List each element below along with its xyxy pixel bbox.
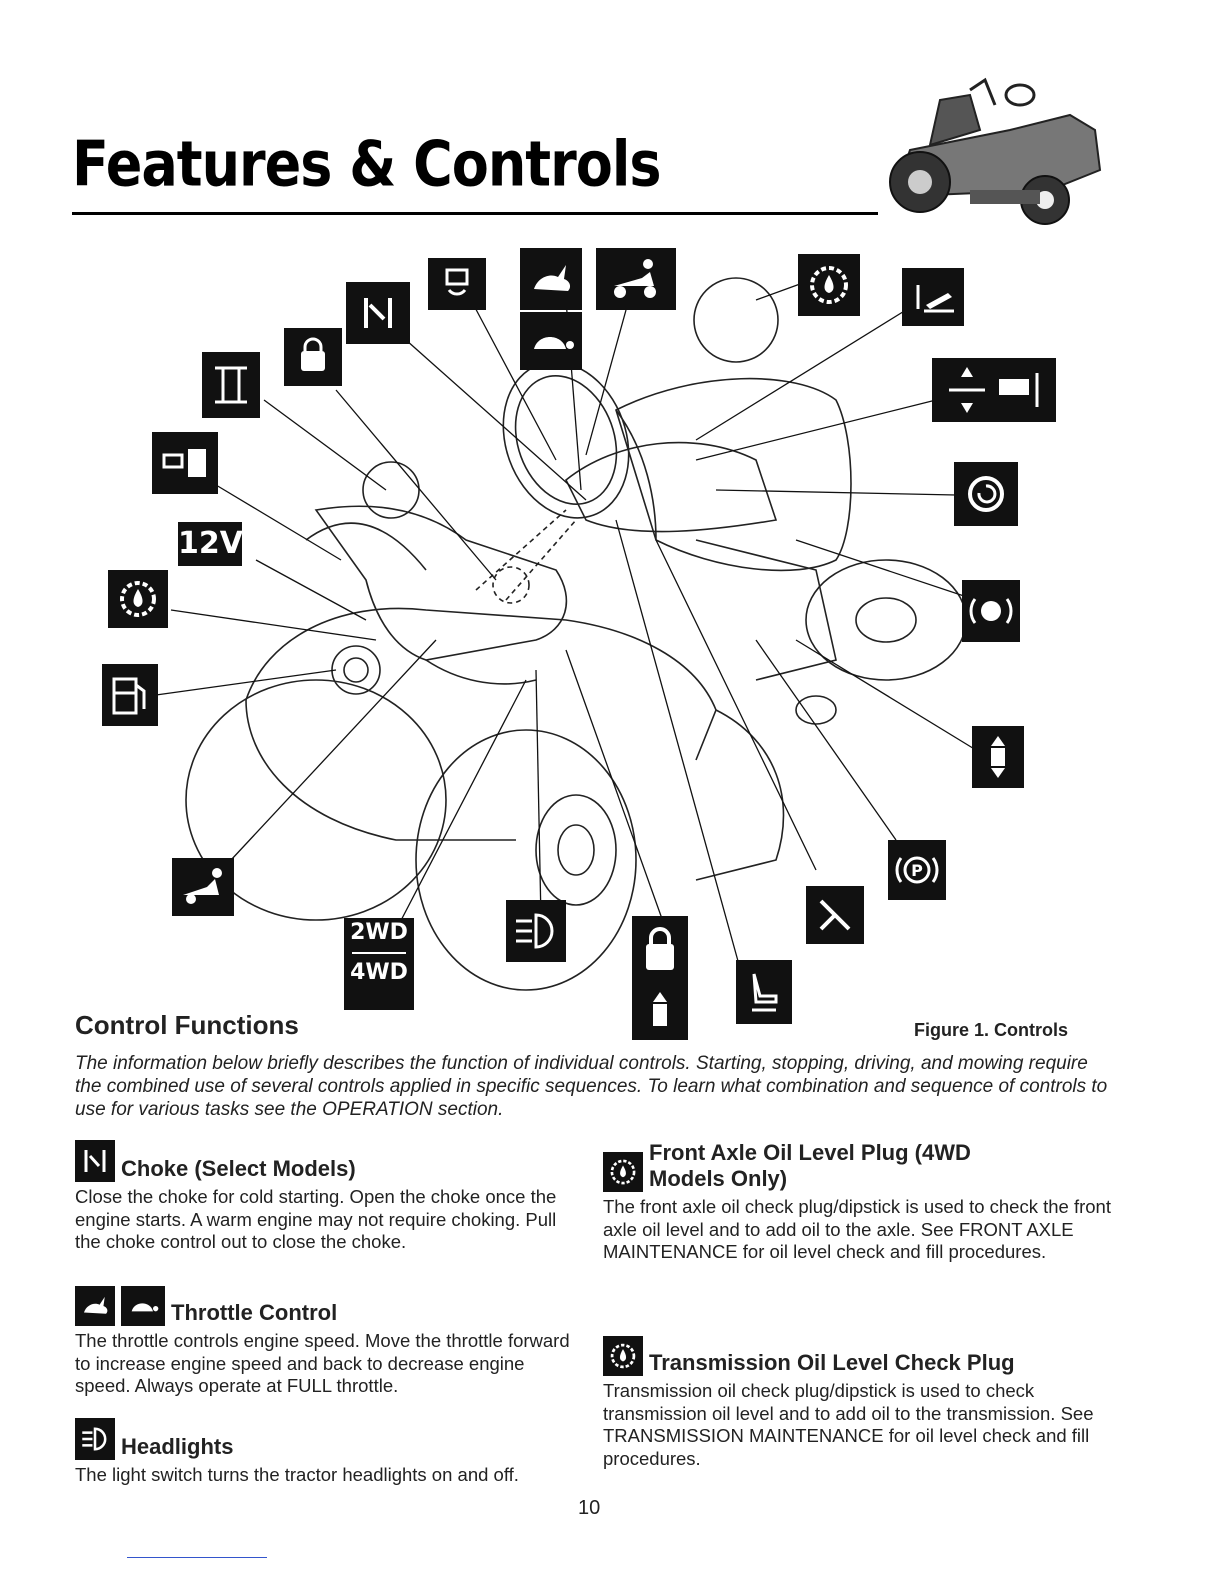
- control-functions-intro: The information below briefly describes the function of individual controls. Starting, stopping, driving, and mowing require the combined use of several controls applied in specific sequences. To learn what combination and sequence of controls to use for various tasks see the OPERATION section.: [75, 1053, 1108, 1120]
- front-axle-oil-heading: Front Axle Oil Level Plug (4WD Models Only): [649, 1140, 971, 1191]
- cruise-control-icon: [152, 432, 218, 494]
- throttle-text: The throttle controls engine speed. Move the throttle forward to increase engine speed and back to decrease engine speed. Always operate at FULL throttle.: [75, 1330, 570, 1396]
- transmission-oil-heading: Transmission Oil Level Check Plug: [649, 1350, 1015, 1375]
- ignition-lock-icon: [284, 328, 342, 386]
- hood-release-icon: [806, 886, 864, 944]
- title-rule: [72, 212, 878, 215]
- transmission-oil-section: [603, 1336, 1113, 1470]
- front-axle-oil-text: The front axle oil check plug/dipstick is used to check the front axle oil level and to add oil to the axle. See FRONT AXLE MAINTENANCE for oil level check and fill procedures.: [603, 1196, 1111, 1262]
- headlights-section: [75, 1418, 570, 1487]
- transmission-oil-icon-small: [603, 1336, 643, 1376]
- headlights-heading: Headlights: [121, 1434, 234, 1459]
- front-axle-oil-icon-small: [603, 1152, 643, 1192]
- mower-deck-icon: [202, 352, 260, 418]
- footer-line: [127, 1557, 267, 1558]
- choke-heading: Choke (Select Models): [121, 1156, 356, 1181]
- deck-lift-icon: [932, 358, 1056, 422]
- figure-caption: Figure 1. Controls: [914, 1020, 1069, 1040]
- transmission-oil-text: Transmission oil check plug/dipstick is used to check transmission oil level and to add oil to the transmission. See TRANSMISSION MAINTENANCE for oil level check and fill procedures.: [603, 1380, 1094, 1469]
- throttle-slow-turtle-icon: [520, 312, 582, 370]
- mow-in-reverse-icon: [172, 858, 234, 916]
- headlight-icon: [506, 900, 566, 962]
- battery-12v-label: 12V: [178, 522, 242, 566]
- choke-icon: [346, 282, 410, 344]
- page-title: Features & Controls: [72, 128, 661, 201]
- choke-section: [75, 1140, 570, 1254]
- throttle-section: [75, 1286, 570, 1398]
- brake-icon: [962, 580, 1020, 642]
- tractor-drive-icon: [632, 982, 688, 1040]
- 2wd-text: 2WD: [350, 920, 408, 945]
- drive-pedal-icon: [972, 726, 1024, 788]
- mowing-operator-icon: [596, 248, 676, 310]
- headlights-text: The light switch turns the tractor headlights on and off.: [75, 1464, 519, 1485]
- deck-height-icon: [902, 268, 964, 326]
- page-number: 10: [578, 1497, 601, 1519]
- rabbit-icon-small: [75, 1286, 115, 1326]
- 4wd-text: 4WD: [350, 960, 408, 985]
- wd-divider: [352, 952, 406, 954]
- 2wd-4wd-label: [344, 918, 414, 1010]
- engine-oil-icon: [954, 462, 1018, 526]
- transmission-oil-icon: [108, 570, 168, 628]
- throttle-fast-rabbit-icon: [520, 248, 582, 310]
- svg-text:P: P: [911, 861, 923, 880]
- front-axle-oil-icon: [798, 254, 860, 316]
- seat-adjust-icon: [736, 960, 792, 1024]
- pto-engage-icon: [428, 258, 486, 310]
- controls-diagram: [96, 240, 1136, 1030]
- fuel-icon: [102, 664, 158, 726]
- choke-icon-small: [75, 1140, 115, 1182]
- headlight-icon-small: [75, 1418, 115, 1460]
- front-axle-oil-section: [603, 1140, 1113, 1264]
- differential-lock-icon: [632, 916, 688, 982]
- choke-text: Close the choke for cold starting. Open the choke once the engine starts. A warm engine may not require choking. Pull the choke control out to close the choke.: [75, 1186, 557, 1252]
- control-functions-title: Control Functions: [75, 1010, 299, 1040]
- turtle-icon-small: [121, 1286, 165, 1326]
- parking-brake-icon: [888, 840, 946, 900]
- tractor-logo-image: [870, 70, 1110, 230]
- throttle-heading: Throttle Control: [171, 1300, 338, 1325]
